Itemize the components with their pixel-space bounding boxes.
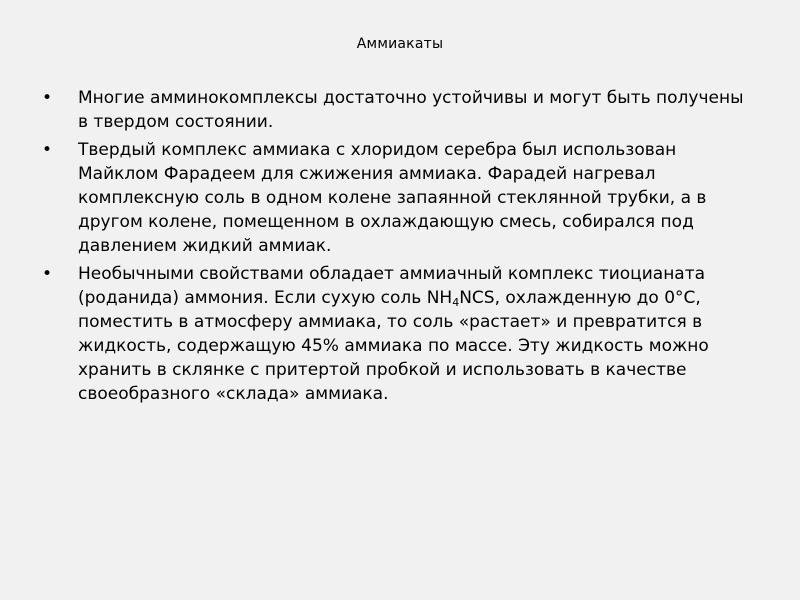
bullet-list <box>36 86 756 410</box>
formula-subscript: 4 <box>452 296 460 309</box>
bullet-marker: • <box>42 88 53 108</box>
bullet-item <box>36 262 756 406</box>
bullet-text-start: Необычными свойствами обладает аммиачный комплекс тиоцианата (роданида) аммония. Если сухую соль NH <box>78 264 706 308</box>
bullet-text: Многие амминокомплексы достаточно устойчивы и могут быть получены в твердом состоянии. <box>78 88 744 132</box>
slide-title: Аммиакаты <box>356 36 444 52</box>
bullet-marker: • <box>42 140 53 160</box>
bullet-item <box>36 86 756 134</box>
bullet-marker: • <box>42 264 53 284</box>
bullet-text-end: NCS, охлажденную до 0°С, поместить в атмосферу аммиака, то соль «растает» и превратится в жидкость, содержащую 45% аммиака по массе. Эту жидкость можно хранить в склянке с притертой пробкой и использовать в качестве своеобразного «склада» аммиака. <box>78 288 709 404</box>
bullet-item <box>36 138 756 258</box>
bullet-text: Твердый комплекс аммиака с хлоридом серебра был использован Майклом Фарадеем для сжижения аммиака. Фарадей нагревал комплексную соль в одном колене запаянной стеклянной трубки, а в другом колене, помещенном в охлаждающую смесь, собирался под давлением жидкий аммиак. <box>78 140 707 256</box>
